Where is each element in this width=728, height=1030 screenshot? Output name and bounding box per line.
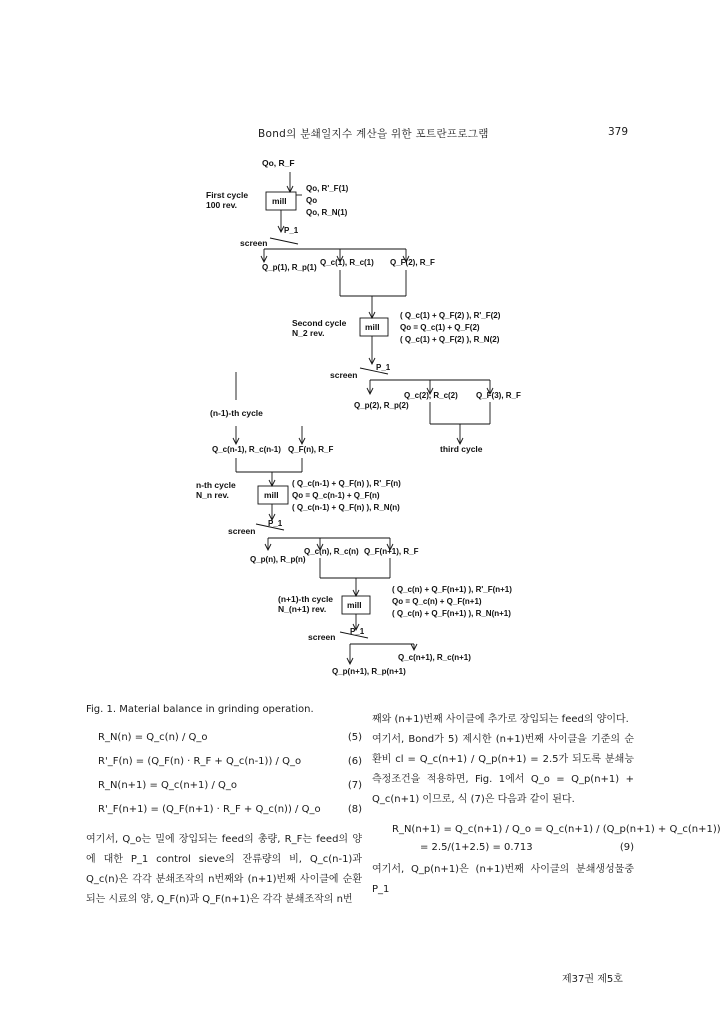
c2-out: Q_c(2), R_c(2) xyxy=(404,391,458,400)
mill-label-3: mill xyxy=(264,490,279,500)
f3-out: Q_F(3), R_F xyxy=(476,391,521,400)
f2-out: Q_F(2), R_F xyxy=(390,258,435,267)
nth-cycle-rev: N_n rev. xyxy=(196,490,229,500)
equation-6-number: (6) xyxy=(347,756,362,767)
right-paragraph-2: 여기서, Bond가 5) 제시한 (n+1)번째 사이클을 기준의 순환비 cl = Q_c(n+1) / Q_p(n+1) = 2.5가 되도록 분쇄능 측정조건을 적용하면, Fig. 1에서 Q_o = Q_p(n+1) + Q_c(n+1) 이므로, 식 (7)은 다음과 같이 된다. xyxy=(372,734,634,805)
screen-label-2: screen xyxy=(330,370,358,380)
screen-label-4: screen xyxy=(308,632,336,642)
fn-out: Q_F(n), R_F xyxy=(288,445,334,454)
journal-volume-footer: 제37권 제5호 xyxy=(562,974,623,985)
second-cycle-label: Second cycle xyxy=(292,318,347,328)
figure-caption: Fig. 1. Material balance in grinding operation. xyxy=(86,704,314,715)
equation-9 xyxy=(372,820,721,860)
mill3-in-2: Qo = Q_c(n-1) + Q_F(n) xyxy=(292,491,380,500)
equation-9-line2: = 2.5/(1+2.5) = 0.713 xyxy=(420,842,533,853)
equation-5 xyxy=(86,728,362,752)
p2-out: Q_p(2), R_p(2) xyxy=(354,401,409,410)
equation-5-number: (5) xyxy=(347,732,362,743)
equation-8 xyxy=(86,800,362,824)
third-cycle-label: third cycle xyxy=(440,444,483,454)
second-cycle-rev: N_2 rev. xyxy=(292,328,325,338)
page-number: 379 xyxy=(608,126,629,138)
mill2-in-2: Qo = Q_c(1) + Q_F(2) xyxy=(400,323,480,332)
equation-8-number: (8) xyxy=(347,804,362,815)
mill-label-4: mill xyxy=(347,600,362,610)
first-cycle-rev: 100 rev. xyxy=(206,200,238,210)
mill-label-2: mill xyxy=(365,322,380,332)
equation-9-line1: R_N(n+1) = Q_c(n+1) / Q_o = Q_c(n+1) / (Q_p(n+1) + Q_c(n+1)) xyxy=(392,824,721,835)
nminus1-cycle-label: (n-1)-th cycle xyxy=(210,408,263,418)
p1-label-2: P_1 xyxy=(376,363,391,372)
p1-label-1: P_1 xyxy=(284,226,299,235)
right-paragraph-3: 여기서, Q_p(n+1)은 (n+1)번째 사이클의 분쇄생성물중 P_1 xyxy=(372,864,634,895)
cn11-out: Q_c(n+1), R_c(n+1) xyxy=(398,653,471,662)
fn1-out: Q_F(n+1), R_F xyxy=(364,547,419,556)
equation-6 xyxy=(86,752,362,776)
equation-7 xyxy=(86,776,362,800)
right-paragraph-1: 째와 (n+1)번째 사이클에 추가로 장입되는 feed의 양이다. xyxy=(372,714,629,725)
cn-out: Q_c(n), R_c(n) xyxy=(304,547,359,556)
mill3-in-3: ( Q_c(n-1) + Q_F(n) ), R_N(n) xyxy=(292,503,400,512)
screen-label-1: screen xyxy=(240,238,268,248)
screen-label-3: screen xyxy=(228,526,256,536)
equation-7-expr: R_N(n+1) = Q_c(n+1) / Q_o xyxy=(98,780,238,791)
pn11-out: Q_p(n+1), R_p(n+1) xyxy=(332,667,406,676)
mill4-in-3: ( Q_c(n) + Q_F(n+1) ), R_N(n+1) xyxy=(392,609,511,618)
equation-9-number: (9) xyxy=(619,842,634,853)
p1-label-4: P_1 xyxy=(350,627,365,636)
mill1-out-3: Qo, R_N(1) xyxy=(306,208,348,217)
first-cycle-label: First cycle xyxy=(206,190,249,200)
mill3-in-1: ( Q_c(n-1) + Q_F(n) ), R'_F(n) xyxy=(292,479,401,488)
p1-label-3: P_1 xyxy=(268,519,283,528)
mill4-in-2: Qo = Q_c(n) + Q_F(n+1) xyxy=(392,597,482,606)
pn-out: Q_p(n), R_p(n) xyxy=(250,555,306,564)
mill-label-1: mill xyxy=(272,196,287,206)
c1-out: Q_c(1), R_c(1) xyxy=(320,258,374,267)
feed-label: Qo, R_F xyxy=(262,158,295,168)
left-column xyxy=(86,728,362,910)
mill2-in-3: ( Q_c(1) + Q_F(2) ), R_N(2) xyxy=(400,335,500,344)
n1-cycle-label: (n+1)-th cycle xyxy=(278,594,334,604)
right-column xyxy=(372,710,721,900)
n1-cycle-rev: N_(n+1) rev. xyxy=(278,604,327,614)
running-header-title: Bond의 분쇄일지수 계산을 위한 포트란프로그램 xyxy=(258,128,489,140)
cn1-out: Q_c(n-1), R_c(n-1) xyxy=(212,445,281,454)
nth-cycle-label: n-th cycle xyxy=(196,480,236,490)
equation-5-expr: R_N(n) = Q_c(n) / Q_o xyxy=(98,732,208,743)
equation-7-number: (7) xyxy=(347,780,362,791)
mill1-out-1: Qo, R'_F(1) xyxy=(306,184,349,193)
equation-6-expr: R'_F(n) = (Q_F(n) · R_F + Q_c(n-1)) / Q_o xyxy=(98,756,302,767)
mill2-in-1: ( Q_c(1) + Q_F(2) ), R'_F(2) xyxy=(400,311,501,320)
left-body-paragraph: 여기서, Q_o는 밀에 장입되는 feed의 총량, R_F는 feed의 양에 대한 P_1 control sieve의 잔류량의 비, Q_c(n-1)과 Q_c(n)은 각각 분쇄조작의 n번째와 (n+1)번째 사이클에 순환되는 시료의 양, Q_F(n)과 Q_F(n+1)은 각각 분쇄조작의 n번 xyxy=(86,834,362,905)
equation-8-expr: R'_F(n+1) = (Q_F(n+1) · R_F + Q_c(n)) / Q_o xyxy=(98,804,321,815)
mill1-out-2: Qo xyxy=(306,196,318,205)
mill4-in-1: ( Q_c(n) + Q_F(n+1) ), R'_F(n+1) xyxy=(392,585,512,594)
p1-out: Q_p(1), R_p(1) xyxy=(262,263,317,272)
